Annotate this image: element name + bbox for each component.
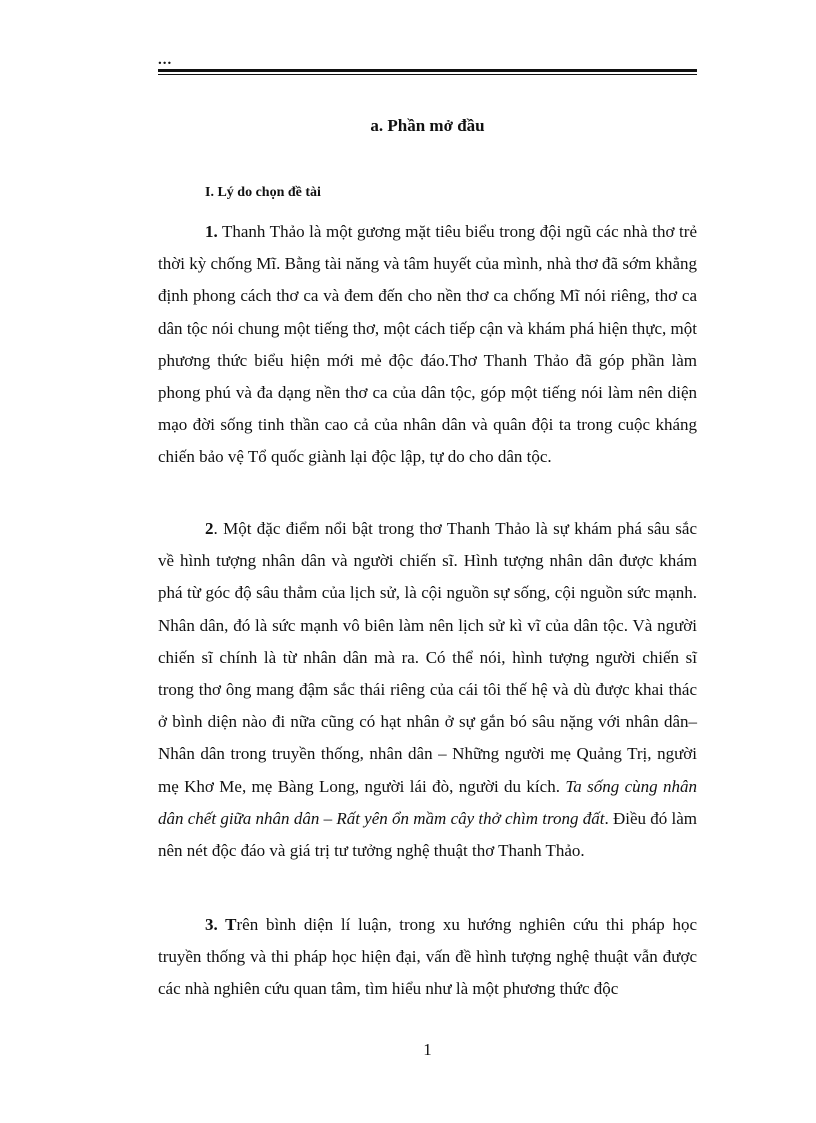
header-rule — [158, 69, 697, 72]
paragraph-3 — [158, 909, 697, 1006]
paragraph-2-quote: Ta sống cùng nhân dân chết giữa nhân dân – Rất yên ổn mầm cây thở chìm trong đất — [158, 776, 697, 828]
paragraph-2 — [158, 513, 697, 867]
section-heading: I. Lý do chọn đề tài — [205, 185, 321, 200]
paragraph-2-number: 2 — [205, 519, 214, 538]
paragraph-1 — [158, 216, 697, 474]
paragraph-1-number: 1. — [205, 222, 218, 241]
page-number: 1 — [423, 1040, 432, 1059]
paragraph-2-text-end: . Điều đó làm nên nét độc đáo và giá trị tư tưởng nghệ thuật thơ Thanh Thảo. — [158, 808, 697, 861]
paragraph-3-text: rên bình diện lí luận, trong xu hướng nghiên cứu thi pháp học truyền thống và thi pháp học hiện đại, vấn đề hình tượng nghệ thuật vẫn được các nhà nghiên cứu quan tâm, tìm hiểu như là một phương thức độc — [158, 915, 697, 999]
page-title: a. Phần mở đầu — [370, 116, 485, 135]
header-ellipsis: ... — [158, 52, 173, 68]
paragraph-1-text: Thanh Thảo là một gương mặt tiêu biểu trong đội ngũ các nhà thơ trẻ thời kỳ chống Mĩ. Bằng tài năng và tâm huyết của mình, nhà thơ đã sớm khẳng định phong cách thơ ca và đem đến cho nền thơ ca chống Mĩ nói riêng, thơ ca dân tộc nói chung một tiếng thơ, một cách tiếp cận và khám phá hiện thực, một phương thức biểu hiện mới mẻ độc đáo.Thơ Thanh Thảo đã góp phần làm phong phú và đa dạng nền thơ ca của dân tộc, góp một tiếng nói làm nên diện mạo đời sống tinh thần cao cả của nhân dân và quân đội ta trong cuộc kháng chiến bảo vệ Tổ quốc giành lại độc lập, tự do cho dân tộc. — [158, 222, 697, 467]
header-rule-thin — [158, 74, 697, 75]
paragraph-3-number: 3. T — [205, 915, 237, 934]
paragraph-2-text: . Một đặc điểm nổi bật trong thơ Thanh Thảo là sự khám phá sâu sắc về hình tượng nhân dân và người chiến sĩ. Hình tượng nhân dân được khám phá từ góc độ sâu thẳm của lịch sử, là cội nguồn sự sống, cội nguồn sức mạnh. Nhân dân, đó là sức mạnh vô biên làm nên lịch sử kì vĩ của dân tộc. Và người chiến sĩ chính là từ nhân dân mà ra. Có thể nói, hình tượng người chiến sĩ trong thơ ông mang đậm sắc thái riêng của cái tôi thế hệ và dù được khai thác ở bình diện nào đi nữa cũng có hạt nhân ở sự gắn bó sâu nặng với nhân dân– Nhân dân trong truyền thống, nhân dân – Những người mẹ Quảng Trị, người mẹ Khơ Me, mẹ Bàng Long, người lái đò, người du kích. — [158, 519, 697, 796]
